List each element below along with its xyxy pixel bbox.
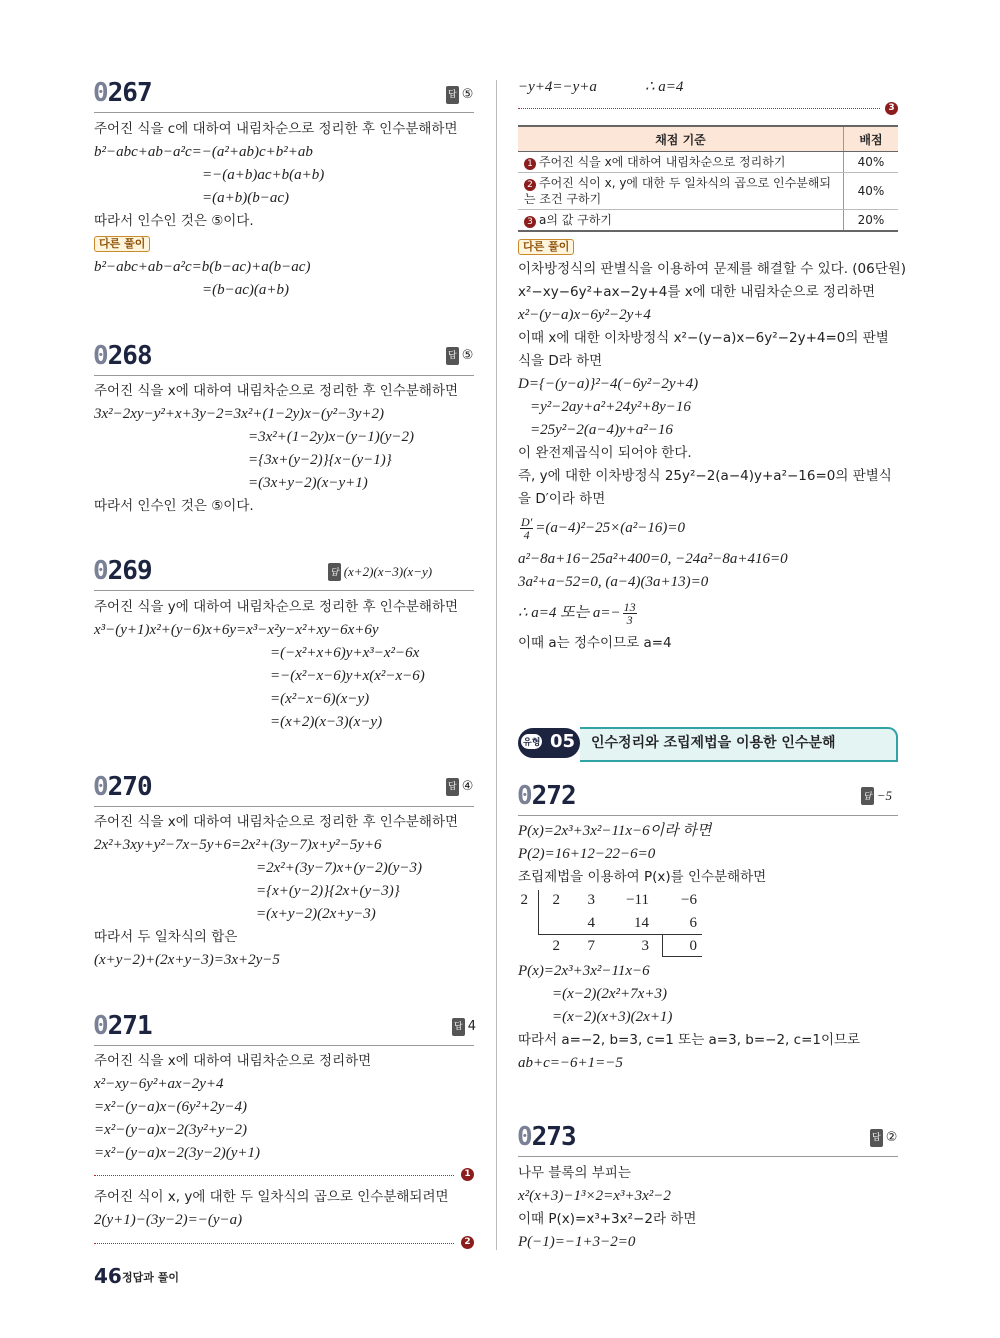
- equation-line: =3x²+(1−2y)x−(y−1)(y−2): [248, 429, 414, 445]
- equation-line: P(2)=16+12−22−6=0: [518, 846, 656, 862]
- text-line: 주어진 식을 x에 대하여 내림차순으로 정리한 후 인수분해하면: [94, 383, 459, 399]
- answer-value: ⑤: [461, 348, 474, 363]
- criterion-text: 주어진 식을 x에 대하여 내림차순으로 정리하기: [539, 155, 786, 169]
- text-line: 이 완전제곱식이 되어야 한다.: [518, 445, 692, 461]
- equation-line: ab+c=−6+1=−5: [518, 1055, 623, 1071]
- equation-line: b²−abc+ab−a²c=b(b−ac)+a(b−ac): [94, 259, 311, 275]
- answer-0268: [446, 347, 473, 365]
- sd-hline: [538, 934, 702, 935]
- text-line: 즉, y에 대한 이차방정식 25y²−2(a−4)y+a²−16=0의 판별식: [518, 468, 892, 484]
- answer-0273: [870, 1129, 897, 1147]
- equation-line: =(3x+y−2)(x−y+1): [248, 475, 368, 491]
- step-marker-3: 3: [885, 102, 898, 115]
- number: 272: [531, 781, 576, 811]
- footer-label: 정답과 풀이: [122, 1271, 179, 1284]
- answer-value: −5: [876, 788, 892, 803]
- dotted-leader: [94, 1243, 454, 1244]
- criterion-points: 40%: [844, 173, 899, 210]
- answer-tag: 답: [861, 787, 874, 805]
- equation-line: =(−x²+x+6)y+x³−x²−6x: [270, 645, 420, 661]
- text-line: 따라서 인수인 것은 ⑤이다.: [94, 213, 254, 229]
- problem-number-0269: [93, 556, 152, 586]
- equation-line: x²(x+3)−1³×2=x³+3x²−2: [518, 1188, 671, 1204]
- answer-value: (x+2)(x−3)(x−y): [343, 564, 433, 579]
- numerator: D′: [521, 515, 533, 530]
- number-prefix: 0: [93, 772, 108, 802]
- equation-line: ∴ a=4: [645, 79, 684, 95]
- number-prefix: 0: [517, 1122, 532, 1152]
- sd-cell: −11: [626, 892, 649, 908]
- equation-line: x²−xy−6y²+ax−2y+4: [94, 1076, 224, 1092]
- equation-line: =−(a+b)ac+b(a+b): [202, 167, 325, 183]
- criterion-points: 40%: [844, 152, 899, 173]
- criterion-text: 주어진 식이 x, y에 대한 두 일차식의 곱으로 인수분해되는 조건 구하기: [524, 176, 831, 206]
- denominator: 3: [626, 613, 633, 628]
- sd-cell: 0: [689, 938, 697, 954]
- equation-line: x²−(y−a)x−6y²−2y+4: [518, 307, 651, 323]
- fraction: [520, 516, 533, 541]
- problem-number-0272: [517, 781, 576, 811]
- table-row: [518, 173, 898, 210]
- text-line: x²−xy−6y²+ax−2y+4를 x에 대한 내림차순으로 정리하면: [518, 284, 876, 300]
- number: 270: [107, 772, 152, 802]
- rule: [94, 806, 474, 807]
- equation-line: (x+y−2)+(2x+y−3)=3x+2y−5: [94, 952, 280, 968]
- text-line: 주어진 식을 x에 대하여 내림차순으로 정리한 후 인수분해하면: [94, 814, 459, 830]
- sd-cell: 6: [689, 915, 697, 931]
- answer-tag: 답: [870, 1129, 883, 1147]
- equation-line: =y²−2ay+a²+24y²+8y−16: [530, 399, 691, 415]
- rule: [94, 1045, 474, 1046]
- step-marker: 3: [524, 216, 536, 228]
- sd-cell: 4: [587, 915, 595, 931]
- text-line: 따라서 두 일차식의 합은: [94, 929, 238, 945]
- equation-line: =x²−(y−a)x−2(3y²+y−2): [94, 1122, 247, 1138]
- problem-number-0273: [517, 1122, 576, 1152]
- step-marker: 2: [524, 179, 536, 191]
- text-line: 조립제법을 이용하여 P(x)를 인수분해하면: [518, 869, 767, 885]
- equation-line: a²−8a+16−25a²+400=0, −24a²−8a+416=0: [518, 551, 788, 567]
- rule: [94, 112, 474, 113]
- equation-line: =(a+b)(b−ac): [202, 190, 290, 206]
- type-tag: 유형: [521, 734, 542, 749]
- equation-line: =(x−2)(x+3)(2x+1): [552, 1009, 673, 1025]
- equation-line: D={−(y−a)}²−4(−6y²−2y+4): [518, 376, 699, 392]
- sd-cell: 2: [552, 892, 560, 908]
- number-prefix: 0: [93, 1011, 108, 1041]
- answer-0269: [328, 563, 432, 581]
- sd-remainder-box: [662, 956, 702, 957]
- text-line: 식을 D라 하면: [518, 353, 603, 369]
- number-prefix: 0: [93, 341, 108, 371]
- number: 267: [107, 78, 152, 108]
- solution-text: ∴ a=4 또는 a=−: [518, 605, 621, 621]
- equation-line: P(x)=2x³+3x²−11x−6: [518, 963, 650, 979]
- rule: [94, 590, 474, 591]
- alt-solution-badge: 다른 풀이: [94, 236, 150, 252]
- equation-line: 3x²−2xy−y²+x+3y−2=3x²+(1−2y)x−(y²−3y+2): [94, 406, 385, 422]
- text-line: 주어진 식이 x, y에 대한 두 일차식의 곱으로 인수분해되려면: [94, 1189, 449, 1205]
- sd-cell: 7: [587, 938, 595, 954]
- problem-number-0271: [93, 1011, 152, 1041]
- equation-line: =x²−(y−a)x−2(3y−2)(y+1): [94, 1145, 260, 1161]
- answer-tag: 답: [446, 347, 459, 365]
- equation-line: =(x+y−2)(2x+y−3): [256, 906, 376, 922]
- sd-root: 2: [520, 892, 528, 908]
- equation-line: P(x)=2x³+3x²−11x−6이라 하면: [518, 823, 712, 839]
- fraction-equation: [518, 514, 685, 542]
- text-line: 을 D′이라 하면: [518, 491, 606, 507]
- answer-tag: 답: [328, 563, 341, 581]
- equation-line: =25y²−2(a−4)y+a²−16: [530, 422, 673, 438]
- type-number: 05: [550, 731, 576, 752]
- answer-value: 4: [467, 1019, 476, 1034]
- text-line: 이차방정식의 판별식을 이용하여 문제를 해결할 수 있다. (06단원): [518, 261, 907, 277]
- dotted-leader: [94, 1175, 454, 1176]
- sd-cell: 14: [634, 915, 649, 931]
- equation-line: P(−1)=−1+3−2=0: [518, 1234, 636, 1250]
- text-line: 주어진 식을 x에 대하여 내림차순으로 정리하면: [94, 1053, 372, 1069]
- sd-cell: 3: [587, 892, 595, 908]
- table-row: [518, 152, 898, 173]
- answer-0271: [452, 1018, 476, 1036]
- equation-line: =−(x²−x−6)y+x(x²−x−6): [270, 668, 425, 684]
- number-prefix: 0: [93, 78, 108, 108]
- table-row: [518, 210, 898, 232]
- number-prefix: 0: [93, 556, 108, 586]
- equation-rest: =(a−4)²−25×(a²−16)=0: [535, 520, 686, 536]
- problem-number-0267: [93, 78, 152, 108]
- equation-line: x³−(y+1)x²+(y−6)x+6y=x³−x²y−x²+xy−6x+6y: [94, 622, 379, 638]
- text-line: 나무 블록의 부피는: [518, 1165, 631, 1181]
- equation-line: ={x+(y−2)}{2x+(y−3)}: [256, 883, 400, 899]
- text-line: 이때 P(x)=x³+3x²−2라 하면: [518, 1211, 697, 1227]
- text-line: 주어진 식을 c에 대하여 내림차순으로 정리한 후 인수분해하면: [94, 121, 458, 137]
- criterion-text: a의 값 구하기: [539, 213, 612, 227]
- number: 271: [107, 1011, 152, 1041]
- answer-0267: [446, 86, 473, 104]
- answer-value: ⑤: [461, 87, 474, 102]
- number-prefix: 0: [517, 781, 532, 811]
- equation-line: ={3x+(y−2)}{x−(y−1)}: [248, 452, 392, 468]
- text-line: 이때 a는 정수이므로 a=4: [518, 635, 672, 651]
- equation-line: =(x²−x−6)(x−y): [270, 691, 370, 707]
- answer-value: ④: [461, 779, 474, 794]
- dotted-leader: [518, 108, 880, 109]
- answer-tag: 답: [446, 778, 459, 796]
- equation-line: =(x−2)(2x²+7x+3): [552, 986, 667, 1002]
- text-line: 이때 x에 대한 이차방정식 x²−(y−a)x−6y²−2y+4=0의 판별: [518, 330, 889, 346]
- text-line: 따라서 a=−2, b=3, c=1 또는 a=3, b=−2, c=1이므로: [518, 1032, 861, 1048]
- equation-line: −y+4=−y+a: [518, 79, 597, 95]
- number: 268: [107, 341, 152, 371]
- table-header: 채점 기준: [518, 126, 844, 152]
- equation-line: b²−abc+ab−a²c=−(a²+ab)c+b²+ab: [94, 144, 313, 160]
- step-marker: 1: [524, 158, 536, 170]
- sd-cell: −6: [681, 892, 697, 908]
- criterion-points: 20%: [844, 210, 899, 232]
- alt-solution-badge: 다른 풀이: [518, 239, 574, 255]
- column-divider: [496, 80, 497, 1250]
- answer-0270: [446, 778, 473, 796]
- fraction: [623, 601, 637, 626]
- type-title: 인수정리와 조립제법을 이용한 인수분해: [591, 735, 836, 751]
- numerator: 13: [623, 600, 636, 615]
- equation-line: 2x²+3xy+y²−7x−5y+6=2x²+(3y−7)x+y²−5y+6: [94, 837, 382, 853]
- page-number: 46: [94, 1264, 122, 1288]
- step-marker-1: 1: [461, 1168, 474, 1181]
- rule: [518, 815, 898, 816]
- equation-line: 3a²+a−52=0, (a−4)(3a+13)=0: [518, 574, 709, 590]
- problem-number-0270: [93, 772, 152, 802]
- sd-cell: 3: [641, 938, 649, 954]
- denominator: 4: [523, 528, 530, 543]
- number: 273: [531, 1122, 576, 1152]
- step-marker-2: 2: [461, 1236, 474, 1249]
- equation-line: =2x²+(3y−7)x+(y−2)(y−3): [256, 860, 422, 876]
- number: 269: [107, 556, 152, 586]
- answer-value: ②: [885, 1130, 898, 1145]
- text-line: 주어진 식을 y에 대하여 내림차순으로 정리한 후 인수분해하면: [94, 599, 459, 615]
- equation-line: =(b−ac)(a+b): [202, 282, 290, 298]
- text-line: 따라서 인수인 것은 ⑤이다.: [94, 498, 254, 514]
- answer-tag: 답: [446, 86, 459, 104]
- equation-line: =(x+2)(x−3)(x−y): [270, 714, 383, 730]
- equation-line: =x²−(y−a)x−(6y²+2y−4): [94, 1099, 247, 1115]
- table-header: 배점: [844, 126, 899, 152]
- rule: [94, 375, 474, 376]
- type-badge: [518, 728, 580, 758]
- sd-cell: 2: [552, 938, 560, 954]
- answer-tag: 답: [452, 1018, 465, 1036]
- grading-criteria-table: [518, 125, 898, 232]
- answer-0272: [861, 787, 892, 805]
- solution-line: [518, 599, 639, 627]
- problem-number-0268: [93, 341, 152, 371]
- rule: [518, 1156, 898, 1157]
- equation-line: 2(y+1)−(3y−2)=−(y−a): [94, 1212, 243, 1228]
